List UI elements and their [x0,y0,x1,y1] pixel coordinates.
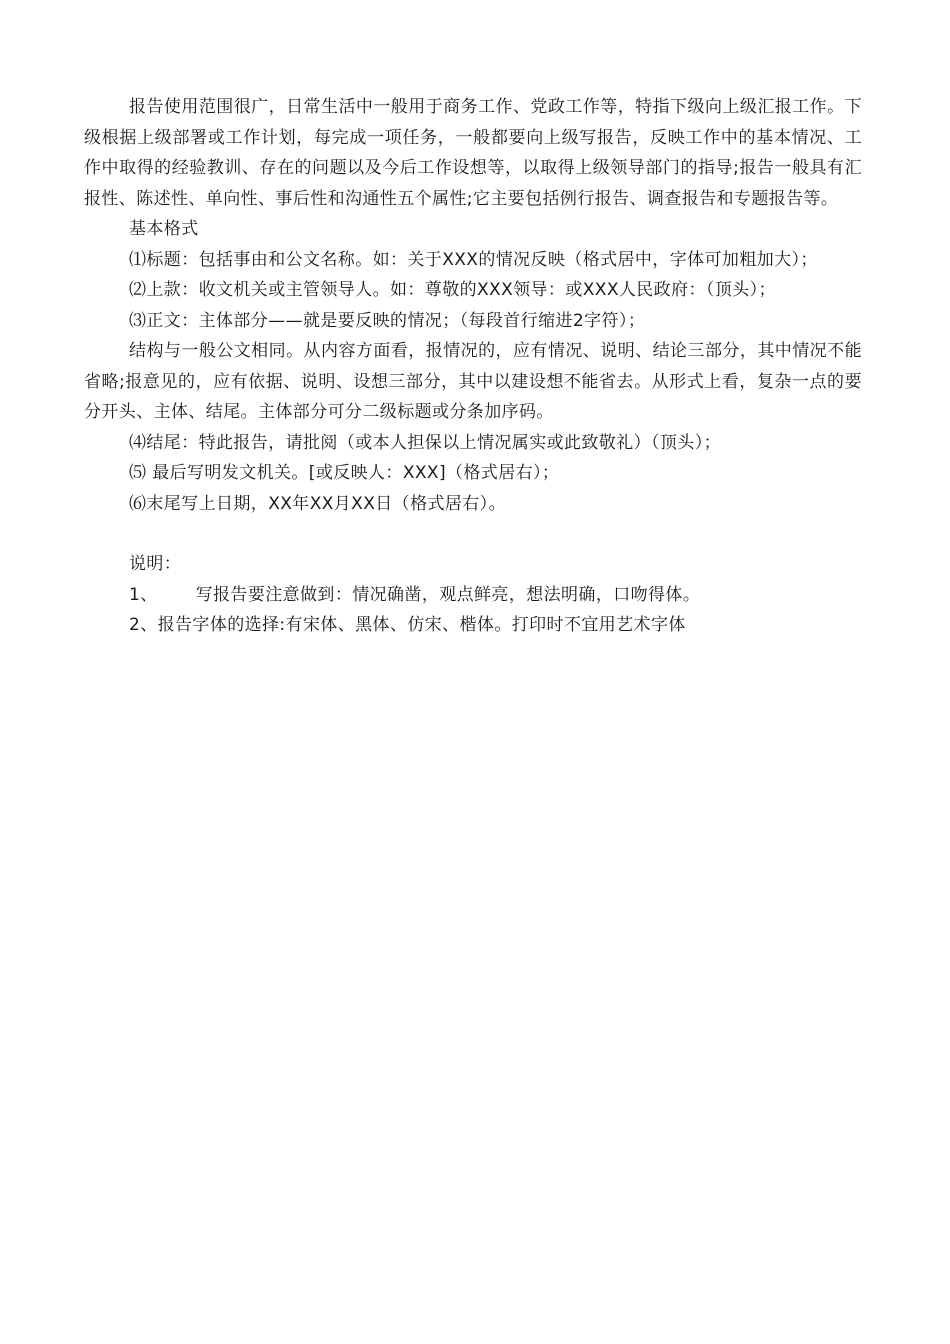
format-item-issuer: ⑸ 最后写明发文机关。[或反映人：XXX]（格式居右）； [129,463,560,483]
note-number: 1、 [129,584,158,605]
structure-paragraph: 结构与一般公文相同。从内容方面看，报情况的，应有情况、说明、结论三部分，其中情况不能省略;报意见的，应有依据、说明、设想三部分，其中以建设想不能省去。从形式上看，复杂一点的要分开头、主体、结尾。主体部分可分二级标题或分条加序码。 [84,341,862,422]
note-item-2: 2、报告字体的选择:有宋体、黑体、仿宋、楷体。打印时不宜用艺术字体 [129,615,686,635]
intro-paragraph: 报告使用范围很广，日常生活中一般用于商务工作、党政工作等，特指下级向上级汇报工作。下级根据上级部署或工作计划，每完成一项任务，一般都要向上级写报告，反映工作中的基本情况、工作中取得的经验教训、存在的问题以及今后工作设想等，以取得上级领导部门的指导;报告一般具有汇报性、陈述性、单向性、事后性和沟通性五个属性;它主要包括例行报告、调查报告和专题报告等。 [84,97,862,209]
document-body [84,92,862,641]
format-heading: 基本格式 [129,219,199,239]
format-item-date: ⑹末尾写上日期，XX年XX月XX日（格式居右）。 [129,493,506,514]
format-item-ending: ⑷结尾：特此报告，请批阅（或本人担保以上情况属实或此致敬礼）（顶头）； [129,432,721,453]
format-item-title: ⑴标题：包括事由和公文名称。如：关于XXX的情况反映（格式居中，字体可加粗加大）； [129,249,818,270]
notes-heading: 说明： [129,554,182,574]
format-item-body: ⑶正文：主体部分——就是要反映的情况；（每段首行缩进2字符）； [129,310,646,331]
format-item-salutation: ⑵上款：收文机关或主管领导人。如：尊敬的XXX领导：或XXX人民政府：（顶头）； [129,280,776,300]
note-item-1 [84,580,862,611]
blank-line [84,519,862,549]
note-text: 写报告要注意做到：情况确凿，观点鲜亮，想法明确，口吻得体。 [195,584,701,605]
